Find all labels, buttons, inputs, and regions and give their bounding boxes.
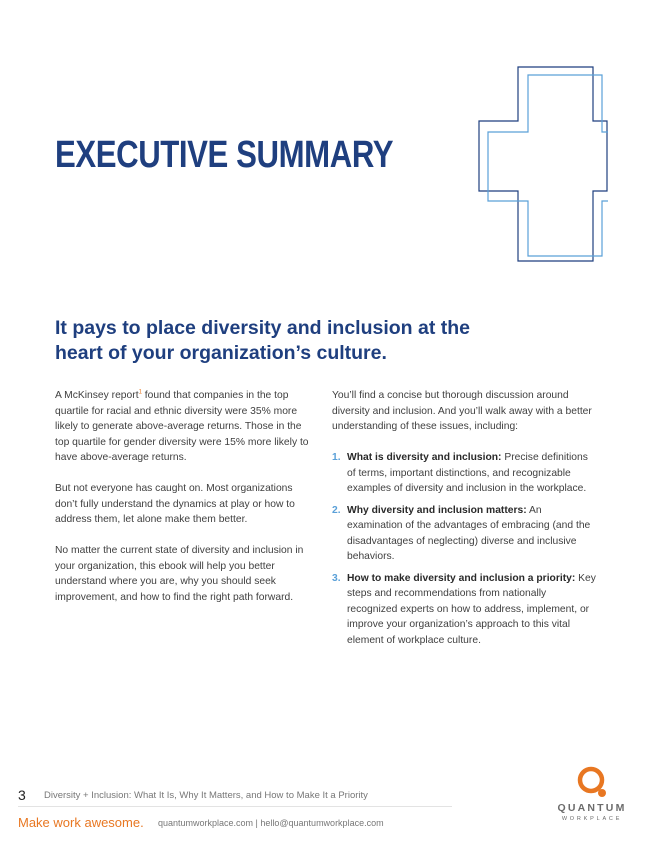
page-subtitle: It pays to place diversity and inclusion at the heart of your organization’s culture. — [55, 317, 471, 364]
footnote-marker[interactable]: 1 — [138, 389, 142, 396]
list-item-lead: How to make diversity and inclusion a priority: — [347, 572, 576, 584]
paragraph-current-state: No matter the current state of diversity and inclusion in your organization, this ebook will help you better understand where you are, why you should seek improvement, and how to find the right path forward. — [55, 545, 304, 603]
list-item-text: An examination of the advantages of embracing (and the disadvantages of neglecting) diverse and inclusive behaviors. — [347, 504, 591, 562]
quantum-logo[interactable] — [550, 765, 634, 827]
list-item — [332, 450, 596, 497]
list-number: 2. — [332, 504, 341, 516]
footer-tagline: Make work awesome. — [18, 815, 144, 830]
issues-list — [332, 450, 596, 648]
list-item-text: Precise definitions of terms, important distinctions, and recognizable examples of diversity and inclusion in the workplace. — [347, 452, 588, 494]
list-number: 1. — [332, 452, 341, 463]
left-column — [55, 388, 313, 621]
list-item-lead: What is diversity and inclusion: — [347, 452, 502, 463]
list-item-lead: Why diversity and inclusion matters: — [347, 504, 527, 516]
list-item — [332, 571, 596, 649]
list-number: 3. — [332, 572, 341, 584]
page-number: 3 — [18, 787, 26, 803]
list-item — [332, 503, 596, 565]
list-item-text: Key steps and recommendations from nationally recognized experts on how to address, implement, or improve your organization’s approach to this vital element of workplace culture. — [347, 572, 596, 646]
paragraph-intro: You’ll find a concise but thorough discussion around diversity and inclusion. And you’ll walk away with a better understanding of these issues, including: — [332, 390, 592, 432]
quantum-q-icon — [576, 765, 608, 799]
footer-divider — [18, 806, 452, 807]
page-title: EXECUTIVE SUMMARY — [55, 134, 394, 176]
paragraph-not-everyone: But not everyone has caught on. Most organizations don’t fully understand the dynamics at play or how to address them, let alone make them better. — [55, 483, 295, 525]
footer-contact[interactable]: quantumworkplace.com | hello@quantumworkplace.com — [158, 818, 384, 828]
plus-outline-icon — [478, 66, 608, 262]
footer-doc-title: Diversity + Inclusion: What It Is, Why It Matters, and How to Make It a Priority — [44, 790, 368, 801]
logo-word-workplace: WORKPLACE — [561, 816, 623, 822]
right-column — [332, 388, 596, 654]
logo-word-quantum: QUANTUM — [557, 802, 627, 814]
paragraph-mckinsey: A McKinsey report$^1$ found that companies in the top quartile for racial and ethnic diversity were 35% more likely to generate above-average returns. Those in the top quartile for gender diversity were 15% more likely to have above-average returns. — [55, 389, 309, 463]
